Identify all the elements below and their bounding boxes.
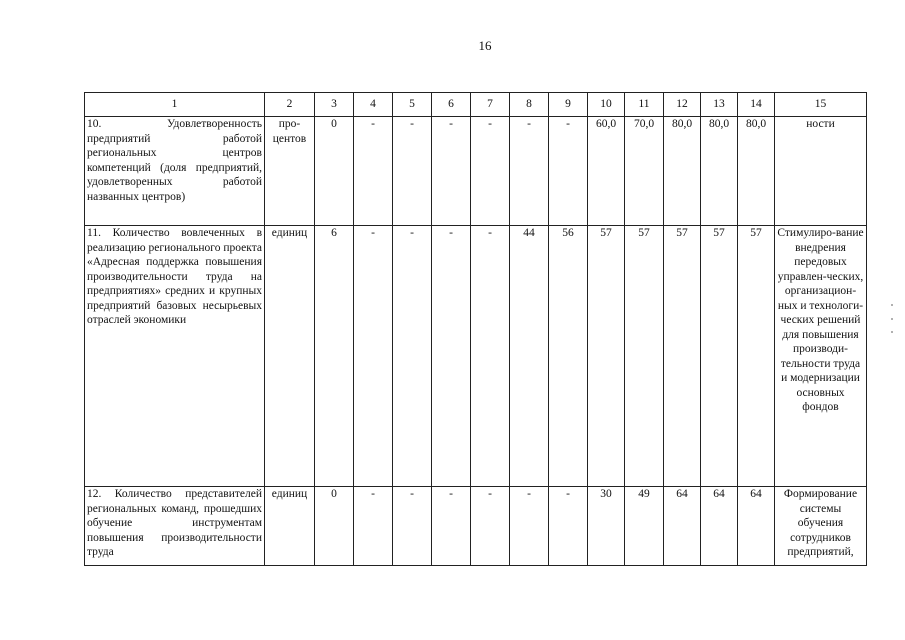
value-cell: -	[510, 487, 549, 566]
value-cell: -	[393, 226, 432, 487]
header-row	[85, 93, 867, 117]
value-cell: 6	[315, 226, 354, 487]
value-cell: 80,0	[701, 117, 738, 226]
value-cell: 60,0	[588, 117, 625, 226]
value-cell: -	[432, 487, 471, 566]
value-cell: -	[510, 117, 549, 226]
header-cell: 13	[701, 93, 738, 117]
value-cell: -	[432, 226, 471, 487]
value-cell: -	[549, 117, 588, 226]
value-cell: 57	[738, 226, 775, 487]
value-cell: -	[354, 487, 393, 566]
indicator-description: 12. Количество представителей региональных команд, прошедших обучение инструментам повышения производительности труда	[85, 487, 265, 566]
note-cell: Формирование системы обучения сотрудников предприятий,	[775, 487, 867, 566]
header-cell: 1	[85, 93, 265, 117]
header-cell: 10	[588, 93, 625, 117]
header-cell: 5	[393, 93, 432, 117]
value-cell: -	[393, 487, 432, 566]
value-cell: 64	[664, 487, 701, 566]
value-cell: 56	[549, 226, 588, 487]
value-cell: 57	[588, 226, 625, 487]
note-cell: Стимулиро-вание внедрения передовых управлен-ческих, организацион-ных и технологи-ческих решений для повышения производи-тельности труда и модернизации основных фондов	[775, 226, 867, 487]
indicator-description: 11. Количество вовлеченных в реализацию регионального проекта «Адресная поддержка повышения производительности труда на предприятиях» средних и крупных предприятий базовых несырьевых отраслей экономики	[85, 226, 265, 487]
header-cell: 14	[738, 93, 775, 117]
value-cell: -	[471, 487, 510, 566]
header-cell: 12	[664, 93, 701, 117]
header-cell: 2	[265, 93, 315, 117]
value-cell: -	[549, 487, 588, 566]
value-cell: -	[432, 117, 471, 226]
unit-cell: единиц	[265, 487, 315, 566]
header-cell: 6	[432, 93, 471, 117]
header-cell: 4	[354, 93, 393, 117]
header-cell: 15	[775, 93, 867, 117]
header-cell: 11	[625, 93, 664, 117]
value-cell: -	[354, 117, 393, 226]
header-cell: 8	[510, 93, 549, 117]
value-cell: 64	[701, 487, 738, 566]
value-cell: 70,0	[625, 117, 664, 226]
table-row	[85, 226, 867, 487]
header-cell: 7	[471, 93, 510, 117]
table-row	[85, 487, 867, 566]
value-cell: 64	[738, 487, 775, 566]
value-cell: 30	[588, 487, 625, 566]
note-cell: ности	[775, 117, 867, 226]
value-cell: -	[471, 117, 510, 226]
value-cell: 0	[315, 487, 354, 566]
value-cell: 44	[510, 226, 549, 487]
value-cell: -	[471, 226, 510, 487]
header-cell: 9	[549, 93, 588, 117]
indicator-description: 10. Удовлетворенность предприятий работой региональных центров компетенций (доля предприятий, удовлетворенных работой названных центров)	[85, 117, 265, 226]
value-cell: 49	[625, 487, 664, 566]
value-cell: 80,0	[664, 117, 701, 226]
value-cell: -	[393, 117, 432, 226]
value-cell: 0	[315, 117, 354, 226]
value-cell: 57	[701, 226, 738, 487]
scan-specks	[891, 300, 895, 340]
value-cell: 57	[625, 226, 664, 487]
page-number: 16	[478, 38, 492, 53]
header-cell: 3	[315, 93, 354, 117]
indicators-table	[84, 92, 867, 566]
table-row	[85, 117, 867, 226]
value-cell: -	[354, 226, 393, 487]
value-cell: 57	[664, 226, 701, 487]
unit-cell: единиц	[265, 226, 315, 487]
unit-cell: про-центов	[265, 117, 315, 226]
value-cell: 80,0	[738, 117, 775, 226]
